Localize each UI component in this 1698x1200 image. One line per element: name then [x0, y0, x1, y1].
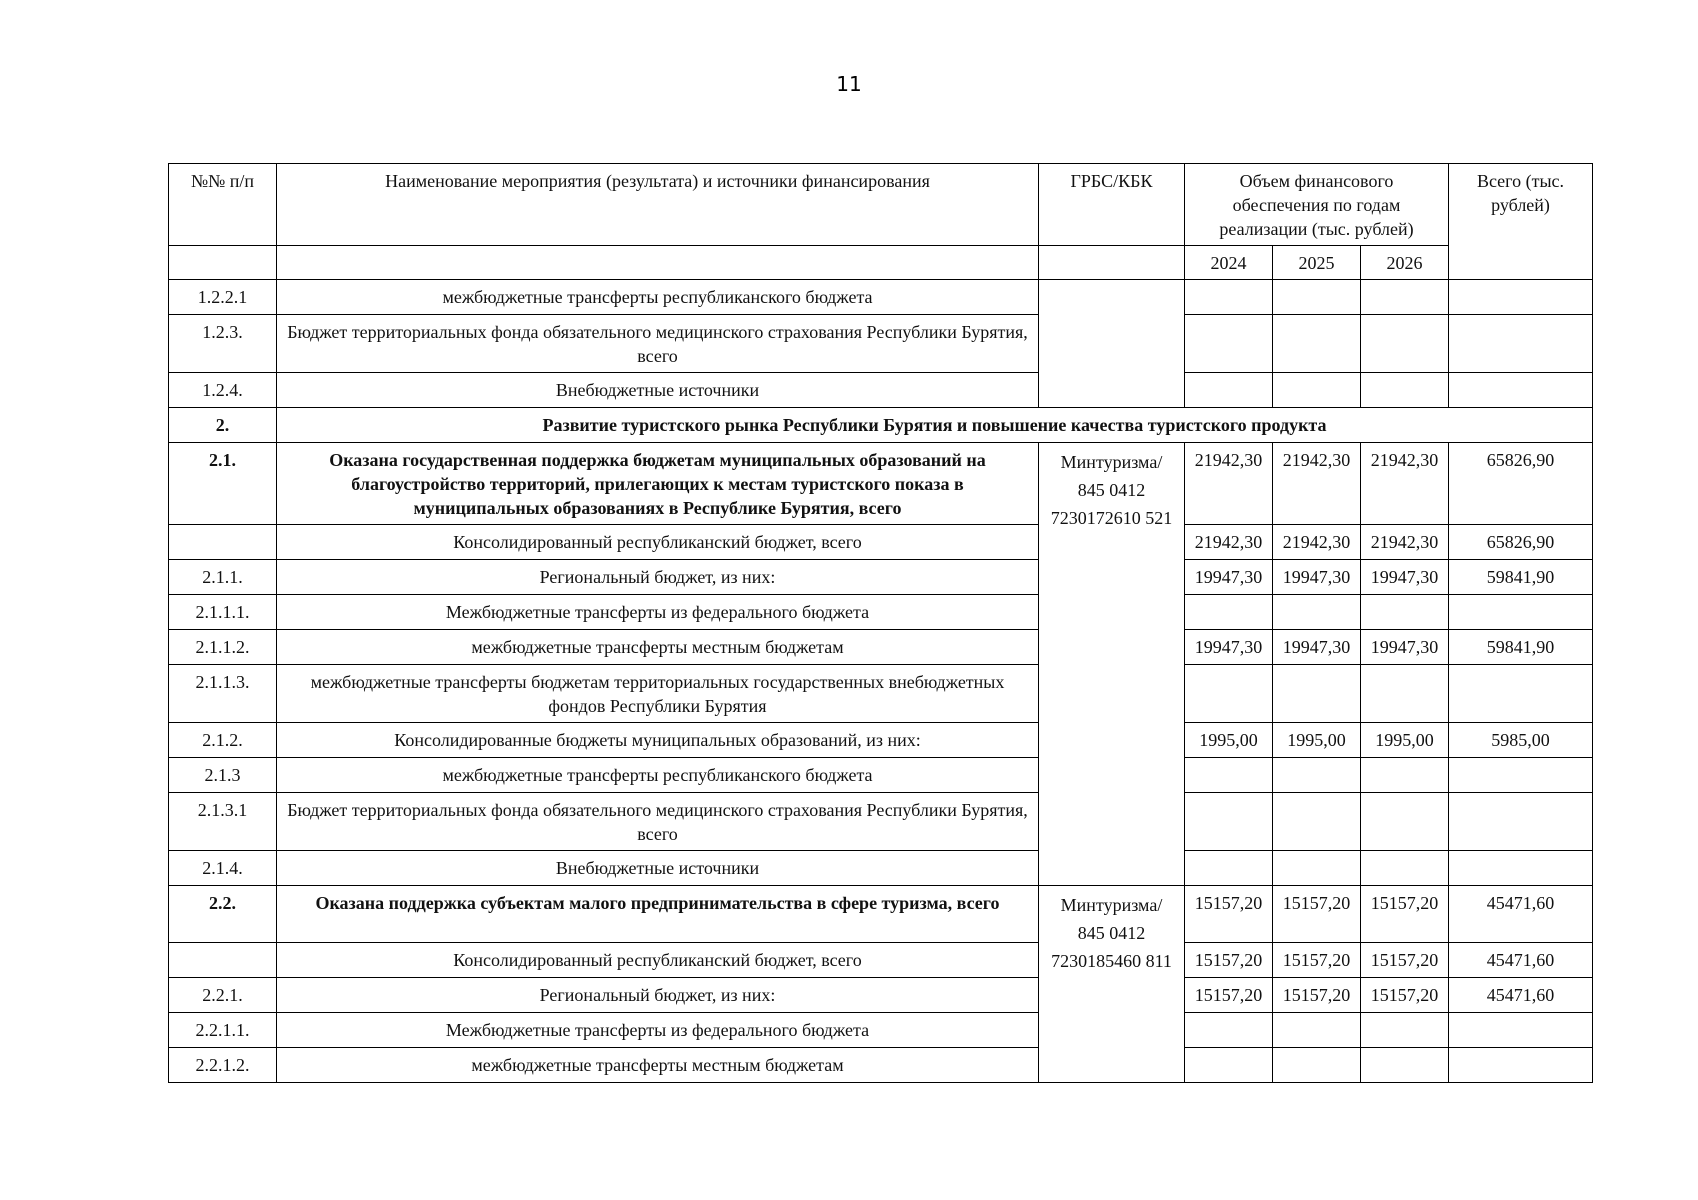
row-value-2024: 19947,30	[1185, 630, 1273, 665]
row-total	[1449, 851, 1593, 886]
row-value-2026: 19947,30	[1361, 630, 1449, 665]
row-name: Бюджет территориальных фонда обязательного медицинского страхования Республики Бурятия, всего	[277, 793, 1039, 851]
row-value-2025: 15157,20	[1273, 886, 1361, 943]
row-total	[1449, 758, 1593, 793]
row-num: 2.2.1.	[169, 978, 277, 1013]
row-value-2026	[1361, 851, 1449, 886]
row-value-2025: 19947,30	[1273, 630, 1361, 665]
row-value-2024: 15157,20	[1185, 943, 1273, 978]
row-total	[1449, 665, 1593, 723]
row-value-2026	[1361, 1013, 1449, 1048]
table-row	[169, 595, 1593, 630]
row-value-2026	[1361, 595, 1449, 630]
row-value-2024: 21942,30	[1185, 443, 1273, 525]
header-empty-cell	[277, 246, 1039, 280]
row-value-2025: 15157,20	[1273, 978, 1361, 1013]
row-value-2026: 15157,20	[1361, 978, 1449, 1013]
section-row	[169, 408, 1593, 443]
row-name: Межбюджетные трансферты из федерального бюджета	[277, 1013, 1039, 1048]
table-row	[169, 560, 1593, 595]
row-value-2026	[1361, 373, 1449, 408]
row-total: 45471,60	[1449, 978, 1593, 1013]
row-num: 2.1.1.1.	[169, 595, 277, 630]
row-num: 1.2.3.	[169, 315, 277, 373]
row-num: 2.2.1.2.	[169, 1048, 277, 1083]
row-total: 59841,90	[1449, 630, 1593, 665]
row-total	[1449, 280, 1593, 315]
header-empty-cell	[169, 246, 277, 280]
row-value-2025	[1273, 1013, 1361, 1048]
header-grbs: ГРБС/КБК	[1039, 164, 1185, 246]
header-name: Наименование мероприятия (результата) и источники финансирования	[277, 164, 1039, 246]
header-year: 2025	[1273, 246, 1361, 280]
row-total: 65826,90	[1449, 525, 1593, 560]
row-total	[1449, 1048, 1593, 1083]
table-row	[169, 943, 1593, 978]
header-total: Всего (тыс. рублей)	[1449, 164, 1593, 280]
row-kbk	[1039, 280, 1185, 408]
row-value-2026: 15157,20	[1361, 943, 1449, 978]
header-empty-cell	[1039, 246, 1185, 280]
row-value-2025	[1273, 665, 1361, 723]
row-value-2024	[1185, 595, 1273, 630]
kbk-code: 7230185460 811	[1051, 951, 1172, 971]
row-name: Внебюджетные источники	[277, 851, 1039, 886]
row-value-2024	[1185, 280, 1273, 315]
table-row	[169, 1013, 1593, 1048]
row-total	[1449, 595, 1593, 630]
kbk-ministry: Минтуризма/	[1060, 895, 1163, 915]
row-value-2025	[1273, 595, 1361, 630]
row-num: 2.1.	[169, 443, 277, 525]
table-row	[169, 280, 1593, 315]
row-name: межбюджетные трансферты местным бюджетам	[277, 630, 1039, 665]
table-row	[169, 665, 1593, 723]
row-value-2024: 19947,30	[1185, 560, 1273, 595]
table-row	[169, 315, 1593, 373]
row-name: Консолидированные бюджеты муниципальных образований, из них:	[277, 723, 1039, 758]
row-name: Оказана государственная поддержка бюджетам муниципальных образований на благоустройство территорий, прилегающих к местам туристского показа в муниципальных образованиях в Республике Бурятия, всего	[277, 443, 1039, 525]
row-value-2024	[1185, 758, 1273, 793]
row-num: 2.1.1.2.	[169, 630, 277, 665]
row-value-2025	[1273, 315, 1361, 373]
budget-table	[168, 163, 1593, 1083]
row-total: 45471,60	[1449, 943, 1593, 978]
row-value-2026	[1361, 1048, 1449, 1083]
kbk-code: 845 0412	[1077, 923, 1146, 943]
header-row	[169, 164, 1593, 246]
section-num: 2.	[169, 408, 277, 443]
page-number: 11	[836, 72, 862, 96]
row-value-2024: 15157,20	[1185, 978, 1273, 1013]
row-total	[1449, 1013, 1593, 1048]
row-total	[1449, 373, 1593, 408]
row-total: 65826,90	[1449, 443, 1593, 525]
row-name: Консолидированный республиканский бюджет, всего	[277, 525, 1039, 560]
table-row	[169, 373, 1593, 408]
row-total: 5985,00	[1449, 723, 1593, 758]
table-row	[169, 525, 1593, 560]
row-value-2024	[1185, 665, 1273, 723]
kbk-code: 7230172610 521	[1050, 508, 1173, 528]
row-num: 2.2.1.1.	[169, 1013, 277, 1048]
row-value-2024	[1185, 1048, 1273, 1083]
row-value-2026	[1361, 280, 1449, 315]
row-name: Бюджет территориальных фонда обязательного медицинского страхования Республики Бурятия, всего	[277, 315, 1039, 373]
row-value-2025: 1995,00	[1273, 723, 1361, 758]
row-num: 2.1.1.	[169, 560, 277, 595]
row-kbk	[1039, 886, 1185, 1083]
row-value-2025	[1273, 280, 1361, 315]
row-num	[169, 943, 277, 978]
row-name: межбюджетные трансферты республиканского бюджета	[277, 758, 1039, 793]
kbk-ministry: Минтуризма/	[1060, 452, 1163, 472]
row-num: 2.1.3.1	[169, 793, 277, 851]
row-num: 1.2.4.	[169, 373, 277, 408]
row-num: 2.2.	[169, 886, 277, 943]
row-num: 1.2.2.1	[169, 280, 277, 315]
row-name: межбюджетные трансферты республиканского бюджета	[277, 280, 1039, 315]
row-name: Оказана поддержка субъектам малого предпринимательства в сфере туризма, всего	[277, 886, 1039, 943]
row-num: 2.1.4.	[169, 851, 277, 886]
row-num: 2.1.1.3.	[169, 665, 277, 723]
table-row	[169, 758, 1593, 793]
row-total	[1449, 793, 1593, 851]
header-num: №№ п/п	[169, 164, 277, 246]
row-value-2026	[1361, 665, 1449, 723]
table-row	[169, 723, 1593, 758]
row-name: межбюджетные трансферты местным бюджетам	[277, 1048, 1039, 1083]
row-value-2025: 21942,30	[1273, 525, 1361, 560]
row-name: Региональный бюджет, из них:	[277, 560, 1039, 595]
row-name: Внебюджетные источники	[277, 373, 1039, 408]
row-value-2024: 21942,30	[1185, 525, 1273, 560]
header-year: 2026	[1361, 246, 1449, 280]
row-value-2025: 21942,30	[1273, 443, 1361, 525]
row-value-2026: 21942,30	[1361, 443, 1449, 525]
row-value-2024	[1185, 1013, 1273, 1048]
row-value-2025	[1273, 758, 1361, 793]
row-value-2025	[1273, 851, 1361, 886]
row-value-2026	[1361, 793, 1449, 851]
table-row	[169, 443, 1593, 525]
row-value-2025: 15157,20	[1273, 943, 1361, 978]
row-value-2026: 15157,20	[1361, 886, 1449, 943]
header-year: 2024	[1185, 246, 1273, 280]
table-row	[169, 793, 1593, 851]
table-row	[169, 851, 1593, 886]
row-value-2025	[1273, 1048, 1361, 1083]
row-value-2026: 1995,00	[1361, 723, 1449, 758]
row-value-2026: 21942,30	[1361, 525, 1449, 560]
table-row	[169, 886, 1593, 943]
table-row	[169, 978, 1593, 1013]
header-volume: Объем финансового обеспечения по годам реализации (тыс. рублей)	[1185, 164, 1449, 246]
row-value-2026	[1361, 315, 1449, 373]
row-name: межбюджетные трансферты бюджетам территориальных государственных внебюджетных фондов Республики Бурятия	[277, 665, 1039, 723]
row-name: Межбюджетные трансферты из федерального бюджета	[277, 595, 1039, 630]
row-value-2025: 19947,30	[1273, 560, 1361, 595]
kbk-code: 845 0412	[1077, 480, 1146, 500]
row-value-2024	[1185, 373, 1273, 408]
table-row	[169, 630, 1593, 665]
row-num: 2.1.2.	[169, 723, 277, 758]
row-kbk	[1039, 443, 1185, 886]
row-total	[1449, 315, 1593, 373]
row-value-2024: 1995,00	[1185, 723, 1273, 758]
row-name: Региональный бюджет, из них:	[277, 978, 1039, 1013]
row-value-2025	[1273, 793, 1361, 851]
section-title: Развитие туристского рынка Республики Бурятия и повышение качества туристского продукта	[277, 408, 1593, 443]
row-value-2024: 15157,20	[1185, 886, 1273, 943]
row-value-2024	[1185, 315, 1273, 373]
row-total: 45471,60	[1449, 886, 1593, 943]
row-value-2026: 19947,30	[1361, 560, 1449, 595]
row-value-2024	[1185, 851, 1273, 886]
row-value-2026	[1361, 758, 1449, 793]
row-total: 59841,90	[1449, 560, 1593, 595]
row-num: 2.1.3	[169, 758, 277, 793]
row-value-2025	[1273, 373, 1361, 408]
header-years-row	[169, 246, 1593, 280]
row-value-2024	[1185, 793, 1273, 851]
table-row	[169, 1048, 1593, 1083]
row-num	[169, 525, 277, 560]
row-name: Консолидированный республиканский бюджет, всего	[277, 943, 1039, 978]
